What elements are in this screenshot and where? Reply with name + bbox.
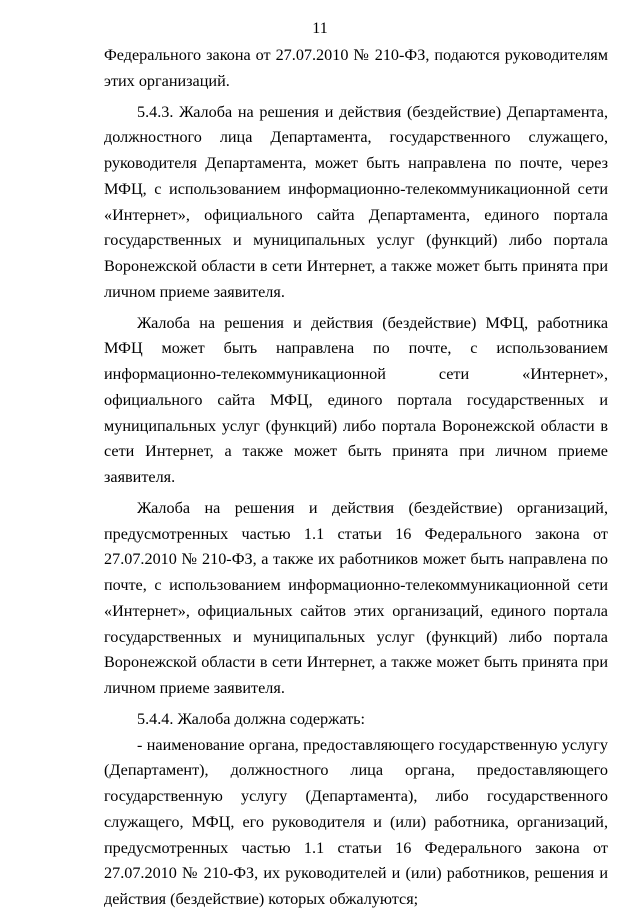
paragraph-organizations-complaint: Жалоба на решения и действия (бездействие) организаций, предусмотренных частью 1.1 статьи 16 Федерального закона от 27.07.2010 № 210-ФЗ, а также их работников может быть направлена по почте, с использованием информационно-телекоммуникационной сети «Интернет», официальных сайтов этих организаций, единого портала государственных и муниципальных услуг (функций) либо портала Воронежской области в сети Интернет, а также может быть принята при личном приеме заявителя. <box>104 498 608 697</box>
paragraph-mfc-complaint: Жалоба на решения и действия (бездействие) МФЦ, работника МФЦ может быть направлена по почте, с использованием информационно-телекоммуникационной сети «Интернет», официального сайта МФЦ, единого портала государственных и муниципальных услуг (функций) либо портала Воронежской области в сети Интернет, а также может быть принята при личном приеме заявителя. <box>104 313 608 486</box>
list-item-authority-name: - наименование органа, предоставляющего государственную услугу (Департамент), должностного лица органа, предоставляющего государственную услугу (Департамента), либо государственного служащего, МФЦ, его руководителя и (или) работника, организаций, предусмотренных частью 1.1 статьи 16 Федерального закона от 27.07.2010 № 210-ФЗ, их руководителей и (или) работников, решения и действия (бездействие) которых обжалуются; <box>104 735 608 908</box>
paragraph-5-4-4: 5.4.4. Жалоба должна содержать: <box>137 709 366 728</box>
paragraph-5-4-3: 5.4.3. Жалоба на решения и действия (бездействие) Департамента, должностного лица Департамента, государственного служащего, руководителя Департамента, может быть направлена по почте, через МФЦ, с использованием информационно-телекоммуникационной сети «Интернет», официального сайта Департамента, единого портала государственных и муниципальных услуг (функций) либо портала Воронежской области в сети Интернет, а также может быть принята при личном приеме заявителя. <box>104 102 608 301</box>
document-body <box>104 43 608 913</box>
page-number: 11 <box>312 20 328 37</box>
paragraph-continuation: Федерального закона от 27.07.2010 № 210-ФЗ, подаются руководителям этих организаций. <box>104 46 608 90</box>
